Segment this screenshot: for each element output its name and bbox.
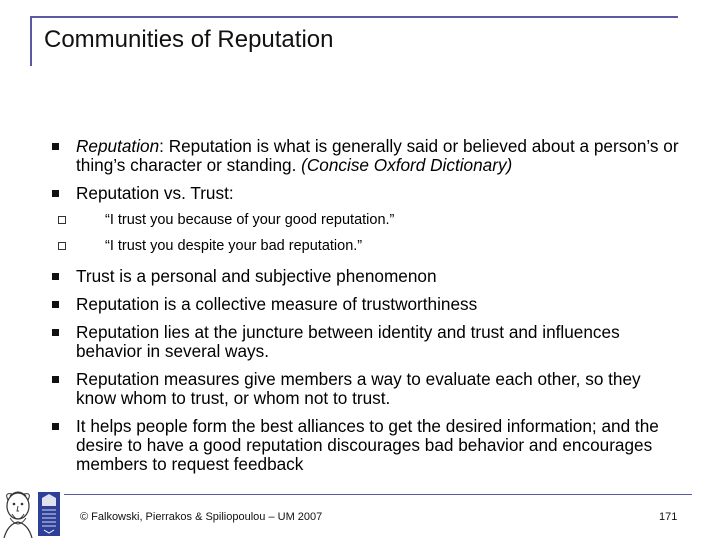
hollow-square-bullet-icon	[58, 242, 66, 250]
bullet-vs-trust	[50, 184, 680, 203]
bullet-point	[50, 417, 680, 474]
university-logo-icon	[38, 492, 60, 536]
footer-copyright: © Falkowski, Pierrakos & Spiliopoulou – UM 2007	[80, 511, 323, 523]
slide-content	[50, 137, 680, 483]
footer-rule	[64, 494, 692, 495]
point-text: Reputation is a collective measure of trustworthiness	[76, 294, 478, 314]
quote-text: “I trust you because of your good reputation.”	[105, 212, 395, 228]
square-bullet-icon	[52, 273, 59, 280]
definition-citation: (Concise Oxford Dictionary)	[301, 155, 513, 175]
title-frame-horizontal-rule	[30, 16, 678, 18]
bullet-point	[50, 267, 680, 286]
point-text: Trust is a personal and subjective phenomenon	[76, 266, 437, 286]
sub-bullet-quote	[50, 212, 680, 229]
point-text: Reputation measures give members a way to evaluate each other, so they know whom to trust, or whom not to trust.	[76, 369, 641, 408]
point-text: It helps people form the best alliances to get the desired information; and the desire to have a good reputation discourages bad behavior and encourages members to request feedback	[76, 416, 659, 474]
square-bullet-icon	[52, 423, 59, 430]
definition-term: Reputation	[76, 136, 160, 156]
title-frame-vertical-rule	[30, 16, 32, 66]
page-number: 171	[659, 511, 678, 523]
definition-text: : Reputation is what is generally said or believed about a person’s or thing’s character or standing.	[76, 136, 679, 175]
quote-text: “I trust you despite your bad reputation.”	[105, 238, 363, 254]
portrait-sketch-icon	[0, 488, 36, 538]
bullet-definition	[50, 137, 680, 175]
square-bullet-icon	[52, 301, 59, 308]
point-text: Reputation lies at the juncture between identity and trust and influences behavior in several ways.	[76, 322, 620, 361]
vs-trust-label: Reputation vs. Trust:	[76, 183, 234, 203]
square-bullet-icon	[52, 376, 59, 383]
square-bullet-icon	[52, 329, 59, 336]
bullet-point	[50, 323, 680, 361]
square-bullet-icon	[52, 143, 59, 150]
bullet-point	[50, 370, 680, 408]
vs-trust-quotes	[50, 212, 680, 255]
sub-bullet-quote	[50, 238, 680, 255]
square-bullet-icon	[52, 190, 59, 197]
hollow-square-bullet-icon	[58, 216, 66, 224]
bullet-point	[50, 295, 680, 314]
slide-title: Communities of Reputation	[44, 26, 334, 53]
